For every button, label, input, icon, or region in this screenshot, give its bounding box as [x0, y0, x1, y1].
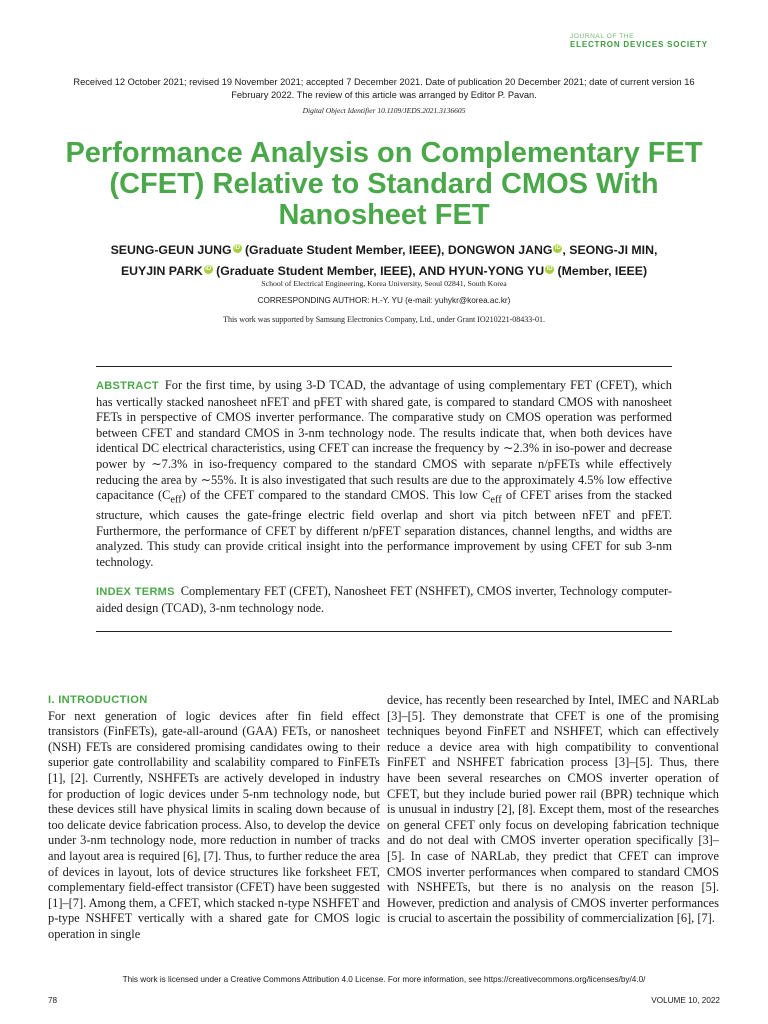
divider-bottom: [96, 631, 672, 632]
divider-top: [96, 366, 672, 367]
affiliation: School of Electrical Engineering, Korea University, Seoul 02841, South Korea: [261, 279, 507, 288]
abstract-text: ) of the CFET compared to the standard CMOS. This low C: [181, 488, 491, 503]
author-list: [40, 240, 728, 282]
page-number: 78: [48, 996, 58, 1005]
column-left: [48, 693, 380, 943]
author-role: (Graduate Student Member, IEEE), DONGWON JANG: [241, 243, 553, 257]
abstract-text: of CFET arises from the stacked structure, which causes the gate-fringe electric field overlap and short via pitch between nFET and pFET. Furthermore, the performance of CFET by different n/pFET separation distances, channel lengths, and widths are analyzed. This study can provide critical insight into the performance improvement by using CFET for sub 3-nm technology.: [96, 488, 673, 569]
subscript: eff: [170, 494, 182, 506]
section-heading: I. INTRODUCTION: [48, 694, 148, 706]
journal-logo-name: ELECTRON DEVICES SOCIETY: [570, 40, 708, 49]
column-right: [387, 693, 719, 927]
journal-logo-small: JOURNAL OF THE: [570, 33, 635, 40]
abstract: [96, 378, 672, 571]
author-separator: , SEONG-JI MIN,: [562, 243, 658, 257]
author-name: SEUNG-GEUN JUNG: [110, 243, 232, 257]
body-text: device, has recently been researched by Intel, IMEC and NARLab [3]–[5]. They demonstrate that CFET is one of the promising techniques beyond FinFET and NSHFET, which can effectively reduce a device area with high compatibility to conventional FinFET and NSHFET fabrication process [3]–[5]. Thus, there have been several researches on CMOS inverter operation of CFET, but they include buried power rail (BPR) technique which is unusual in industry [2], [8]. Except them, most of the researches on general CFET only focus on developing fabrication technique and do not deal with CMOS inverter operation specifically [3]–[5]. In case of NARLab, they predict that CFET can improve CMOS inverter performances when compared to standard CMOS with NSHFETs, but there is no analysis on the reason [5]. However, prediction and analysis of CMOS inverter performances is crucial to ascertain the possibility of commercialization [6], [7].: [387, 693, 719, 926]
received-dates: Received 12 October 2021; revised 19 November 2021; accepted 7 December 2021. Date of publication 20 December 2021; date of current version 16 February 2022. The review of this article was arranged by Editor P. Pavan.: [73, 77, 695, 100]
abstract-label: ABSTRACT: [96, 380, 159, 392]
author-role: (Member, IEEE): [554, 264, 648, 278]
orcid-icon[interactable]: iD: [554, 244, 561, 251]
author-name: EUYJIN PARK: [120, 264, 203, 278]
corresponding-author: CORRESPONDING AUTHOR: H.-Y. YU (e-mail: yuhykr@korea.ac.kr): [257, 296, 511, 305]
index-terms-label: INDEX TERMS: [96, 586, 175, 598]
orcid-icon[interactable]: iD: [205, 265, 212, 272]
author-role: (Graduate Student Member, IEEE), AND HYUN-YONG YU: [212, 264, 545, 278]
orcid-icon[interactable]: iD: [234, 244, 241, 251]
paper-title: Performance Analysis on Complementary FET (CFET) Relative to Standard CMOS With Nanosheet FET: [65, 137, 703, 231]
funding-note: This work was supported by Samsung Electronics Company, Ltd., under Grant IO210221-08433-01.: [223, 315, 545, 324]
index-terms-text: Complementary FET (CFET), Nanosheet FET (NSHFET), CMOS inverter, Technology computer-aided design (TCAD), 3-nm technology node.: [96, 584, 673, 615]
body-text: For next generation of logic devices after fin field effect transistors (FinFETs), gate-all-around (GAA) FETs, or nanosheet (NSH) FETs are considered promising candidates owing to their superior gate controllability and scalability compared to FinFETs [1], [2]. Currently, NSHFETs are actively developed in industry for production of logic devices under 5-nm technology node, but these devices still have physical limits in scaling down because of too delicate device fabrication process. Also, to develop the device under 3-nm technology node, more reduction in number of tracks and layout area is required [6], [7]. Thus, to further reduce the area of devices in layout, lots of device structures like forksheet FET, complementary field-effect transistor (CFET) have been suggested [1]–[7]. Among them, a CFET, which stacked n-type NSHFET and p-type NSHFET vertically with a shared gate for CMOS logic operation in single: [48, 708, 380, 941]
volume-info: VOLUME 10, 2022: [651, 996, 720, 1005]
doi: Digital Object Identifier 10.1109/JEDS.2021.3136605: [302, 106, 466, 115]
index-terms: [96, 584, 672, 616]
orcid-icon[interactable]: iD: [546, 265, 553, 272]
license-note: This work is licensed under a Creative Commons Attribution 4.0 License. For more information, see https://creativecommons.org/licenses/by/4.0/: [122, 975, 646, 984]
subscript: eff: [490, 494, 502, 506]
abstract-text: For the first time, by using 3-D TCAD, the advantage of using complementary FET (CFET), which has vertically stacked nanosheet nFET and pFET with shared gate, is compared to standard CMOS with nanosheet FETs in perspective of CMOS inverter performance. The comparative study on CMOS operation was performed between CFET and standard CMOS in 3-nm technology node. The results indicate that, when both devices have identical DC electrical characteristics, using CFET can increase the frequency by ∼2.3% in iso-power and decrease power by ∼7.3% in iso-frequency compared to the standard CMOS with separate n/pFETs while effectively reducing the area by ∼55%. It is also investigated that such results are due to the approximately 4.5% low effective capacitance (C: [96, 378, 672, 503]
